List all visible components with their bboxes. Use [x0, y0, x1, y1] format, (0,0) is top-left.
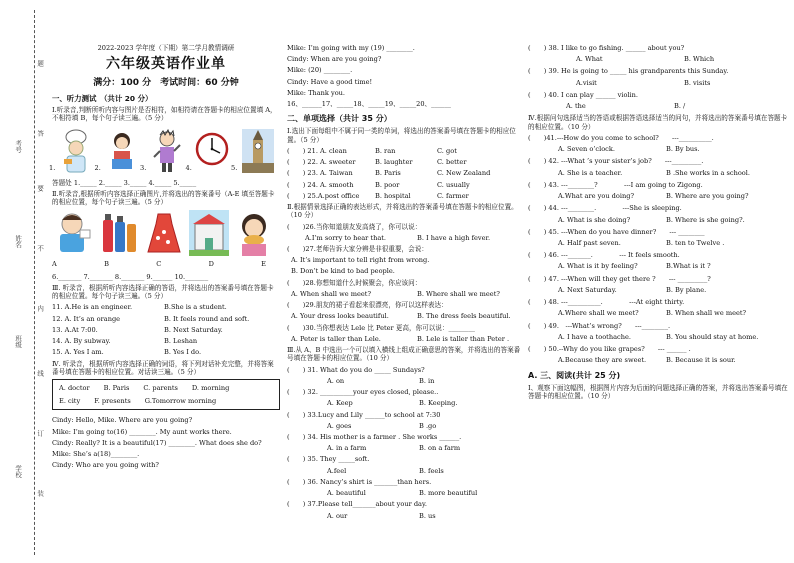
answer-choices: A. I have a toothache. B. You should stay at home. [558, 332, 759, 341]
question-stem: ( ) 34. His mother is a farmer . She works ______. [287, 432, 462, 441]
word-bank-row [59, 397, 273, 405]
margin-label: 要 [36, 185, 45, 192]
question-stem: ( ) 38. I like to go fishing. ______ about you? [528, 44, 685, 52]
dress-icon [144, 210, 184, 256]
answer-choices: A. What is it by feeling? B.What is it ? [558, 262, 711, 271]
answer-choices: A. in a farm B. on a farm [327, 444, 461, 453]
school-year-line: 2022-2023 学年度（下期）第二学月教情调研 [97, 44, 235, 52]
answer-choices: A. the B. / [566, 102, 686, 111]
question-row: ( ) 21. A. clean B. ran C. got [287, 146, 457, 155]
reading-girl-icon [106, 129, 138, 173]
section2-part4-items [528, 134, 790, 365]
margin-label: 内 [36, 305, 45, 312]
answer-choice: B. Don’t be kind to bad people. [291, 267, 395, 276]
picture-b [97, 210, 139, 256]
question-stem: ( ) 50.--Why do you like grapes? --- ______ . [528, 345, 691, 354]
listening-part1-instruction: Ⅰ.听录音,判断所听内容与图片是否相符，如相符请在答题卡的相应位置填 A，不相符填 B，每个句子读三遍。（5 分） [52, 106, 277, 123]
section2-part2-instruction: Ⅱ.根据情景选择正确的表达形式，并将选出的答案番号填在答题卡的相应位置。（10 分） [287, 203, 518, 220]
picture-c [142, 210, 184, 256]
answer-line-1-5: 答题处 1._____ 2._____ 3._____ 4._____ 5._____ [52, 178, 197, 187]
question-stem: ( ) 36. Nancy’s shirt is _______than hers. [287, 477, 432, 486]
listening-part1-pictures [49, 129, 280, 173]
question-stem: ( )29.朋友的裙子看起来很漂亮，你可以这样表达： [287, 301, 448, 310]
question-stem: ( ) 42. ---What ’s your sister’s job? ---_________. [528, 157, 704, 166]
crying-boy-icon [54, 210, 94, 256]
picture-letter: E [261, 260, 266, 269]
margin-label: 不 [36, 245, 45, 252]
question-row: ( ) 23. A. Taiwan B. Paris C. New Zealand [287, 169, 491, 178]
section2-part3-items-continued [528, 44, 790, 110]
page-title: 六年级英语作业单 [106, 56, 226, 73]
listening-part3-instruction: Ⅲ. 听录音，根据所听内容选择正确的答语，并将选出的答案番号填在答题卡的相应位置。每个句子读三遍。（5 分） [52, 283, 274, 301]
answer-choices: A.visit B. visits [576, 78, 711, 87]
picture-letter: B [104, 260, 109, 269]
building-icon [189, 210, 229, 256]
question-row: ( ) 25.A.post office B. hospital C. farmer [287, 191, 469, 200]
answer-choices: A. What B. Which [576, 55, 715, 64]
answer-choices: A. beautiful B. more beautiful [327, 489, 478, 498]
answer-line-6-10: 6._______ 7._______ 8._______ 9.______ 10._______ [52, 272, 209, 281]
picture-letters [52, 260, 280, 268]
dialogue-line: Mike: I’m going with my (19) ________. [287, 44, 415, 52]
answer-choices: A.I’m sorry to hear that. B. I have a high fever. [305, 233, 491, 242]
listening-part3-items [52, 303, 280, 356]
question-row: 13. A.At 7:00. B. Next Saturday. [52, 325, 223, 334]
question-stem: ( ) 48. ---__________. ---At eight thirty. [528, 298, 685, 307]
section2-part2-items [287, 223, 525, 344]
section2-part1-instruction: Ⅰ.选出下面每组中不属于同一类的单词，将选出的答案番号填在答题卡的相应位置。（5 分） [287, 127, 516, 144]
margin-field-exam-number: 考号 [14, 140, 23, 153]
question-row: ( ) 22. A. sweeter B. laughter C. better [287, 158, 467, 167]
answer-choices: A. Keep B. Keeping. [327, 399, 458, 408]
answer-choices: A. Your dress looks beautiful. B. The dress feels beautiful. [291, 312, 511, 321]
dialogue-line: Cindy: When are you going? [287, 55, 382, 64]
section2-part3-items [287, 366, 525, 520]
cartoon-person-icon [151, 129, 183, 173]
section2-part1-items [287, 147, 525, 200]
question-row: 15. A. Yes I am. B. Yes I do. [52, 348, 202, 357]
listening-heading: 一、听力测试 （共计 20 分） [52, 93, 153, 103]
word-option: D. morning [191, 383, 230, 392]
document-header [52, 44, 280, 89]
question-stem: ( )41.---How do you come to school? ---__________. [528, 133, 714, 142]
dialogue-line: Mike: She’s a(18)________. [52, 450, 140, 459]
margin-field-school: 学校 [14, 465, 23, 478]
dialogue-line: Mike: Thank you. [287, 88, 346, 97]
question-row: 11. A.He is an engineer. B.She is a student. [52, 303, 227, 312]
answer-choices: A.What are you doing? B. Where are you going? [558, 192, 749, 201]
cut-line [34, 10, 35, 555]
section2-heading: 二、单项选择（共计 35 分） [287, 114, 392, 124]
margin-label: 题 [36, 60, 45, 67]
answer-choices: A. When shall we meet? B. Where shall we meet? [291, 289, 500, 298]
girl-eating-icon [234, 210, 274, 256]
binding-margin [0, 0, 52, 563]
dialogue-line: Cindy: Who are you going with? [52, 461, 159, 470]
dialogue-line: Mike: I’m going to(16) ________. My aunt works there. [52, 427, 232, 436]
question-stem: ( )26.当你知道朋友发高烧了，你可以说： [287, 222, 422, 231]
margin-field-name: 姓名 [14, 235, 23, 248]
word-option: B. Paris [103, 383, 130, 392]
question-row: ( ) 24. A. smooth B. poor C. usually [287, 180, 470, 189]
answer-choices: A. What is she doing? B. Where is she going?. [558, 215, 745, 224]
question-stem: ( ) 44. ---________. ---She is sleeping. [528, 204, 682, 213]
word-option: C. parents [143, 383, 178, 392]
margin-label: 订 [36, 430, 45, 437]
margin-label: 答 [36, 130, 45, 137]
question-stem: ( ) 49. ---What’s wrong? ---________. [528, 321, 671, 330]
answer-choices: A. Half past seven. B. ten to Twelve . [558, 238, 725, 247]
clock-icon [195, 129, 229, 169]
word-option: F. presents [94, 397, 131, 406]
answer-choice: A. It’s important to tell right from wrong. [291, 256, 430, 265]
question-stem: ( )28.你想知道什么时候聚会，你应该问： [287, 278, 422, 287]
answer-choices: A. Seven o’clock. B. By bus. [558, 145, 700, 154]
picture-e [232, 210, 274, 256]
dialogue-line: Mike: (20) ________. [287, 66, 353, 75]
picture-d [187, 210, 229, 256]
word-option: G.Tomorrow morning [144, 397, 217, 406]
big-ben-icon [242, 129, 274, 173]
margin-field-class: 班级 [14, 335, 23, 348]
reading-heading: A. 三、阅读(共计 25 分) [528, 370, 621, 380]
question-stem: ( )30.当你想表达 Lele 比 Peter 更高，你可以说：________ [287, 323, 475, 332]
question-stem: ( ) 47. ---When will they get there ? --- _________? [528, 274, 711, 283]
column-1 [49, 44, 280, 473]
listening-part2-pictures [52, 210, 280, 256]
word-bank-row [59, 384, 273, 392]
answer-choices: A. Next Saturday. B. By plane. [558, 285, 707, 294]
picture-a [52, 210, 94, 256]
answer-choices: A. goes B .go [327, 421, 437, 430]
picture-2: 2. [98, 129, 138, 173]
dialogue-part1 [52, 416, 280, 469]
question-stem: ( ) 37.Please tell_______about your day. [287, 500, 427, 509]
column-2 [287, 44, 525, 523]
answer-choices: A.Because they are sweet. B. Because it is sour. [558, 356, 736, 365]
answer-choices: A.feel B. feels [327, 466, 444, 475]
dialogue-line: Cindy: Have a good time! [287, 77, 373, 86]
word-option: E. city [59, 397, 81, 406]
question-stem: ( ) 39. He is going to _____ his grandparents this Sunday. [528, 67, 729, 76]
score-time-line: 满分：100 分 考试时间：60 分钟 [93, 77, 239, 88]
picture-letter: D [208, 260, 214, 269]
picture-3: 3. [143, 129, 183, 173]
answer-choices: A. She is a teacher. B .She works in a school. [558, 168, 750, 177]
picture-letter: C [156, 260, 162, 269]
listening-part2-instruction: Ⅱ.听录音,根据所听内容选择正确图片,并将选出的答案番号（A-E 填至答题卡的相应位置，每个句子读三遍。（5 分） [52, 189, 275, 207]
margin-label: 线 [36, 370, 45, 377]
margin-label: 装 [36, 490, 45, 497]
picture-letter: A [52, 260, 57, 269]
dialogue-line: Cindy: Really? It is a beautiful(17) ________. What does she do? [52, 438, 262, 447]
question-stem: ( ) 46. ---_______. --- It feels smooth. [528, 251, 680, 260]
picture-5: 5. [234, 129, 274, 173]
question-stem: ( ) 35. They _____soft. [287, 455, 370, 464]
question-stem: ( ) 45. ---When do you have dinner? --- ________ [528, 227, 705, 236]
question-row: 12. A. It’s an orange B. It feels round and soft. [52, 314, 250, 323]
word-bank-box [52, 379, 280, 410]
picture-1: 1. [52, 129, 92, 173]
column-3 [528, 44, 790, 403]
chef-icon [60, 129, 92, 173]
bottles-icon [99, 210, 139, 256]
word-option: A. doctor [59, 383, 90, 392]
listening-part4-instruction: Ⅳ. 听录音，根据所听内容选择正确的词语，将下列对话补充完整，并将答案番号填在答题卡的相应位置。对话读三遍。（5 分） [52, 359, 274, 376]
answer-choices: A. on B. in [327, 376, 435, 385]
reading-instruction: Ⅰ、观察下面这幅图，根据图片内容为后面的问题选择正确的答案，并将选出答案番号填在答题卡的相应位置。（10 分） [528, 383, 788, 400]
question-stem: ( ) 32. __________your eyes closed, please.. [287, 388, 439, 397]
question-stem: ( ) 40. I can play ______ violin. [528, 90, 639, 99]
answer-choices: A. our B. us [327, 511, 436, 520]
section2-part4-instruction: Ⅳ.根据问句选择适当的答语或根据答语选择适当的问句，并将选出的答案番号填在答题卡的相应位置。（10 分） [528, 114, 788, 131]
section2-part3-instruction: Ⅲ.从 A、B 中选出一个可以填入横线上组成正确意思的答案，并将选出的答案番号填在答题卡的相应位置。（10 分） [287, 346, 521, 363]
answer-choices: A.Where shall we meet? B. When shall we meet? [558, 309, 747, 318]
question-stem: ( ) 31. What do you do _____ Sundays? [287, 365, 425, 374]
dialogue-line: Cindy: Hello, Mike. Where are you going? [52, 416, 193, 425]
answer-line-16-20: 16、______17、_____18、_____19、_____20、______ [287, 100, 451, 109]
question-stem: ( ) 43. ---________? ---I am going to Zigong. [528, 180, 703, 189]
question-row: 14. A. By subway. B. Leshan [52, 337, 198, 346]
question-stem: ( ) 33.Lucy and Lily ______to school at 7:30 [287, 410, 441, 419]
picture-4: 4. [189, 129, 229, 173]
answer-choices: A. Peter is taller than Lele. B. Lele is taller than Peter . [291, 334, 510, 343]
question-stem: ( )27.老师告诉大家分辨是非很重要，会说： [287, 244, 428, 253]
